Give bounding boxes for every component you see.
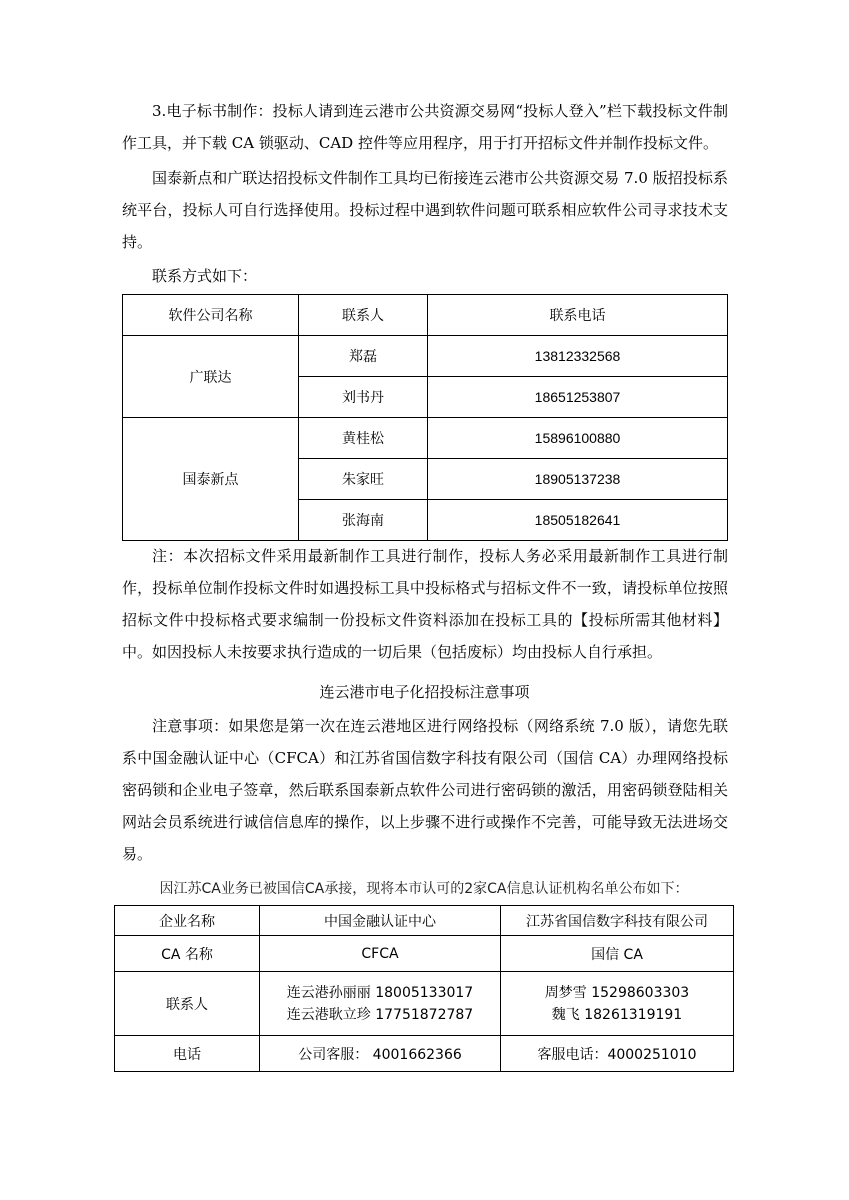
ca-company-cfca: 中国金融认证中心 (260, 906, 501, 936)
table-row (123, 418, 728, 459)
paragraph-contact-intro: 联系方式如下： (152, 267, 258, 285)
contact-name-cell: 刘书丹 (299, 377, 428, 418)
table-row (115, 936, 734, 972)
ca-institution-table (114, 905, 734, 1072)
contact-name-cell: 朱家旺 (299, 459, 428, 500)
ca-contacts-cfca (260, 972, 501, 1036)
table-header-row (123, 295, 728, 336)
header-contact: 联系人 (299, 295, 428, 336)
contact-name-cell: 郑磊 (299, 336, 428, 377)
contact-line: 周梦雪 15298603303 (544, 984, 690, 1001)
table-row (115, 906, 734, 936)
ca-name-cfca: CFCA (260, 936, 501, 972)
header-company: 软件公司名称 (123, 295, 299, 336)
contact-phone-cell: 18505182641 (428, 500, 728, 541)
ca-caption: 因江苏CA业务已被国信CA承接，现将本市认可的2家CA信息认证机构名单公布如下： (159, 881, 689, 897)
paragraph-ebid-production: 3.电子标书制作：投标人请到连云港市公共资源交易网“投标人登入”栏下载投标文件制作工具，并下载 CA 锁驱动、CAD 控件等应用程序，用于打开招标文件并制作投标文件。 (122, 102, 728, 152)
contact-name-cell: 黄桂松 (299, 418, 428, 459)
contact-name-cell: 张海南 (299, 500, 428, 541)
company-cell: 国泰新点 (123, 418, 299, 541)
contact-line: 魏飞 18261319191 (551, 1006, 683, 1023)
ca-name-guoxin: 国信 CA (501, 936, 734, 972)
contact-phone-cell: 18651253807 (428, 377, 728, 418)
row-label-company: 企业名称 (115, 906, 260, 936)
paragraph-software-tools: 国泰新点和广联达招投标文件制作工具均已衔接连云港市公共资源交易 7.0 版招投标系统平台，投标人可自行选择使用。投标过程中遇到软件问题可联系相应软件公司寻求技术支持。 (122, 169, 728, 251)
ca-company-guoxin: 江苏省国信数字科技有限公司 (501, 906, 734, 936)
header-phone: 联系电话 (428, 295, 728, 336)
contact-phone-cell: 13812332568 (428, 336, 728, 377)
section-title: 连云港市电子化招投标注意事项 (319, 683, 530, 701)
row-label-contact: 联系人 (115, 972, 260, 1036)
row-label-ca-name: CA 名称 (115, 936, 260, 972)
company-cell: 广联达 (123, 336, 299, 418)
ca-contacts-guoxin (501, 972, 734, 1036)
table-row (115, 972, 734, 1036)
ca-phone-cfca: 公司客服： 4001662366 (260, 1036, 501, 1072)
paragraph-notice: 注意事项：如果您是第一次在连云港地区进行网络投标（网络系统 7.0 版），请您先联系中国金融认证中心（CFCA）和江苏省国信数字科技有限公司（国信 CA）办理网络投标密码锁和企业电子签章，然后联系国泰新点软件公司进行密码锁的激活，用密码锁登陆相关网站会员系统进行诚信信息库的操作，以上步骤不进行或操作不完善，可能导致无法进场交易。 (122, 717, 728, 863)
contact-line: 连云港耿立珍 17751872787 (286, 1006, 474, 1023)
contact-phone-cell: 15896100880 (428, 418, 728, 459)
table-row (115, 1036, 734, 1072)
contact-phone-cell: 18905137238 (428, 459, 728, 500)
table-row (123, 336, 728, 377)
contact-line: 连云港孙丽丽 18005133017 (286, 984, 474, 1001)
row-label-phone: 电话 (115, 1036, 260, 1072)
ca-phone-guoxin: 客服电话：4000251010 (501, 1036, 734, 1072)
paragraph-note: 注：本次招标文件采用最新制作工具进行制作，投标人务必采用最新制作工具进行制作，投标单位制作投标文件时如遇投标工具中投标格式与招标文件不一致，请投标单位按照招标文件中投标格式要求编制一份投标文件资料添加在投标工具的【投标所需其他材料】中。如因投标人未按要求执行造成的一切后果（包括废标）均由投标人自行承担。 (122, 547, 728, 661)
software-contact-table (122, 294, 728, 541)
